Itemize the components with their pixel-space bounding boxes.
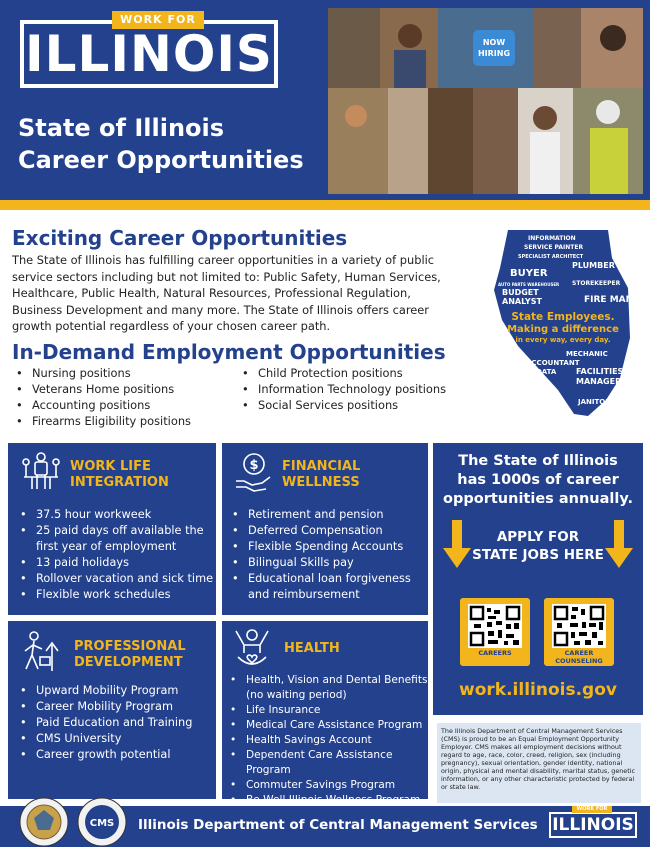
- map-word: INFORMATION: [528, 235, 576, 242]
- apply-text: [455, 528, 621, 564]
- logo-tag: WORK FOR: [112, 11, 204, 29]
- list-item: • Rollover vacation and sick time: [16, 571, 214, 587]
- map-word: FIRE MAN: [584, 295, 634, 305]
- list-item: • Accounting positions: [12, 397, 242, 413]
- footer-logo-word: ILLINOIS: [552, 815, 634, 835]
- professional-list: [16, 683, 214, 763]
- list-item: • Nursing positions: [12, 365, 242, 381]
- people-balance-icon: [20, 451, 62, 493]
- cms-seal-text: CMS: [89, 818, 115, 829]
- footer-seals: [16, 796, 134, 847]
- money-hand-icon: [232, 451, 274, 493]
- promo-text: [433, 452, 643, 509]
- apply-line-2: STATE JOBS HERE: [472, 547, 604, 563]
- map-word: ACCOUNTANT: [526, 359, 580, 367]
- list-item: • Firearms Eligibility positions: [12, 413, 242, 429]
- panel-title-line-2: INTEGRATION: [70, 475, 169, 490]
- map-word: BUYER: [510, 268, 548, 279]
- map-word: FACILITIES: [576, 367, 624, 376]
- footer-text: Illinois Department of Central Management Services: [138, 817, 538, 833]
- list-item: • Retirement and pension: [228, 507, 426, 523]
- panel-financial: [222, 443, 428, 615]
- panel-title: HEALTH: [284, 641, 340, 656]
- map-word: MECHANIC: [566, 350, 608, 358]
- map-slogan-2: Making a difference: [507, 324, 619, 335]
- work-life-list: [16, 507, 214, 603]
- title-line-2: Career Opportunities: [18, 146, 304, 174]
- qr-label: CAREER COUNSELING: [555, 649, 603, 665]
- list-item: • Be Well Illinois Wellness Program: [226, 793, 428, 808]
- panel-title-line-1: WORK LIFE: [70, 459, 151, 474]
- svg-text:NOW: NOW: [482, 38, 506, 47]
- demand-heading: In-Demand Employment Opportunities: [12, 340, 446, 364]
- page-title: [18, 112, 318, 176]
- apply-line-1: APPLY FOR: [496, 529, 580, 545]
- panel-health: [222, 621, 428, 806]
- list-item: • Life Insurance: [226, 703, 428, 718]
- list-item: • Career Mobility Program: [16, 699, 214, 715]
- panel-title-line-1: PROFESSIONAL: [74, 639, 186, 654]
- photo-collage: [328, 8, 643, 194]
- list-item: • Social Services positions: [238, 397, 478, 413]
- demand-list-right: [238, 365, 478, 413]
- panel-title: [74, 639, 186, 671]
- illinois-word-map: [488, 228, 638, 418]
- map-word: SERVICE PAINTER: [524, 244, 584, 251]
- career-climb-icon: [20, 631, 64, 673]
- svg-text:$: $: [249, 458, 259, 473]
- list-item: • Health, Vision and Dental Benefits: [226, 673, 428, 688]
- list-item: (no waiting period): [246, 689, 347, 701]
- promo-line-1: The State of Illinois: [458, 453, 618, 469]
- list-item: • Health Savings Account: [226, 733, 428, 748]
- svg-text:HIRING: HIRING: [477, 49, 511, 58]
- map-word: ANALYST: [502, 297, 542, 306]
- logo-word: ILLINOIS: [25, 25, 273, 83]
- map-word: MANAGER: [576, 377, 622, 386]
- career-counseling-qr-card[interactable]: [544, 598, 614, 666]
- panel-work-life: [8, 443, 216, 615]
- promo-line-2: has 1000s of career: [457, 472, 619, 488]
- qr-code[interactable]: [552, 604, 606, 648]
- promo-line-3: opportunities annually.: [443, 491, 633, 507]
- panel-title-line-1: FINANCIAL: [282, 459, 361, 474]
- careers-qr-card[interactable]: [460, 598, 530, 666]
- list-item: and reimbursement: [248, 588, 360, 601]
- list-item: • Flexible Spending Accounts: [228, 539, 426, 555]
- qr-code[interactable]: [468, 604, 522, 648]
- panel-title: [70, 459, 169, 491]
- list-item: • Veterans Home positions: [12, 381, 242, 397]
- map-word: AUTO PARTS WAREHOUSER: [498, 282, 560, 287]
- person-heart-icon: [232, 627, 272, 671]
- list-item: • Paid Education and Training: [16, 715, 214, 731]
- financial-list: [228, 507, 426, 603]
- list-item: • Flexible work schedules: [16, 587, 214, 603]
- exciting-paragraph: The State of Illinois has fulfilling career opportunities in a variety of public service sectors including but not limited to: Public Safety, Human Services, Healthcare, Public Health, Natural Resources, Professional Regulation, Business Development and many more. The State of Illinois offers career growth potential regardless of your chosen career path.: [12, 253, 441, 333]
- list-item: • Information Technology positions: [238, 381, 478, 397]
- map-word: PLUMBER: [572, 261, 615, 270]
- exciting-heading: Exciting Career Opportunities: [12, 226, 348, 250]
- map-word: SPECIALIST ARCHITECT: [518, 254, 584, 260]
- qr-label: CAREERS: [478, 649, 512, 657]
- list-item: first year of employment: [36, 540, 177, 553]
- list-item: • Career growth potential: [16, 747, 214, 763]
- list-item: • Commuter Savings Program: [226, 778, 428, 793]
- list-item: • 25 paid days off available the: [16, 523, 214, 539]
- map-slogan-3: in every way, every day.: [515, 336, 611, 344]
- demand-list-left: [12, 365, 242, 429]
- list-item: • CMS University: [16, 731, 214, 747]
- list-item: • Deferred Compensation: [228, 523, 426, 539]
- footer-logo-tag: WORK FOR: [572, 806, 612, 813]
- panel-title: [282, 459, 360, 491]
- list-item: • Medical Care Assistance Program: [226, 718, 428, 733]
- list-item: • 13 paid holidays: [16, 555, 214, 571]
- panel-title-line-2: DEVELOPMENT: [74, 655, 183, 670]
- website-url[interactable]: work.illinois.gov: [459, 680, 617, 700]
- map-slogan-1: State Employees.: [511, 311, 615, 323]
- list-item: • Child Protection positions: [238, 365, 478, 381]
- map-word: BUDGET: [502, 288, 539, 297]
- list-item: • 37.5 hour workweek: [16, 507, 214, 523]
- panel-title-line-2: WELLNESS: [282, 475, 360, 490]
- list-item: • Upward Mobility Program: [16, 683, 214, 699]
- list-item: • Bilingual Skills pay: [228, 555, 426, 571]
- header-gold-stripe: [0, 200, 650, 210]
- eeo-statement: The Illinois Department of Central Management Services (CMS) is proud to be an Equal Employment Opportunity Employer. CMS makes all employment decisions without regard to age, race, color, creed, religion, sex (including pregnancy), sexual orientation, gender identity, national origin, physical and mental disability, marital status, genetic information, or any other characteristic protected by federal or state law.: [437, 723, 641, 803]
- map-word: JANITOR: [578, 398, 611, 406]
- panel-professional: [8, 621, 216, 799]
- title-line-1: State of Illinois: [18, 114, 225, 142]
- map-word: DATA: [536, 368, 557, 376]
- list-item: • Educational loan forgiveness: [228, 571, 426, 587]
- map-word: STOREKEEPER: [572, 280, 621, 287]
- health-list: [226, 673, 428, 808]
- list-item: • Dependent Care Assistance Program: [226, 748, 428, 778]
